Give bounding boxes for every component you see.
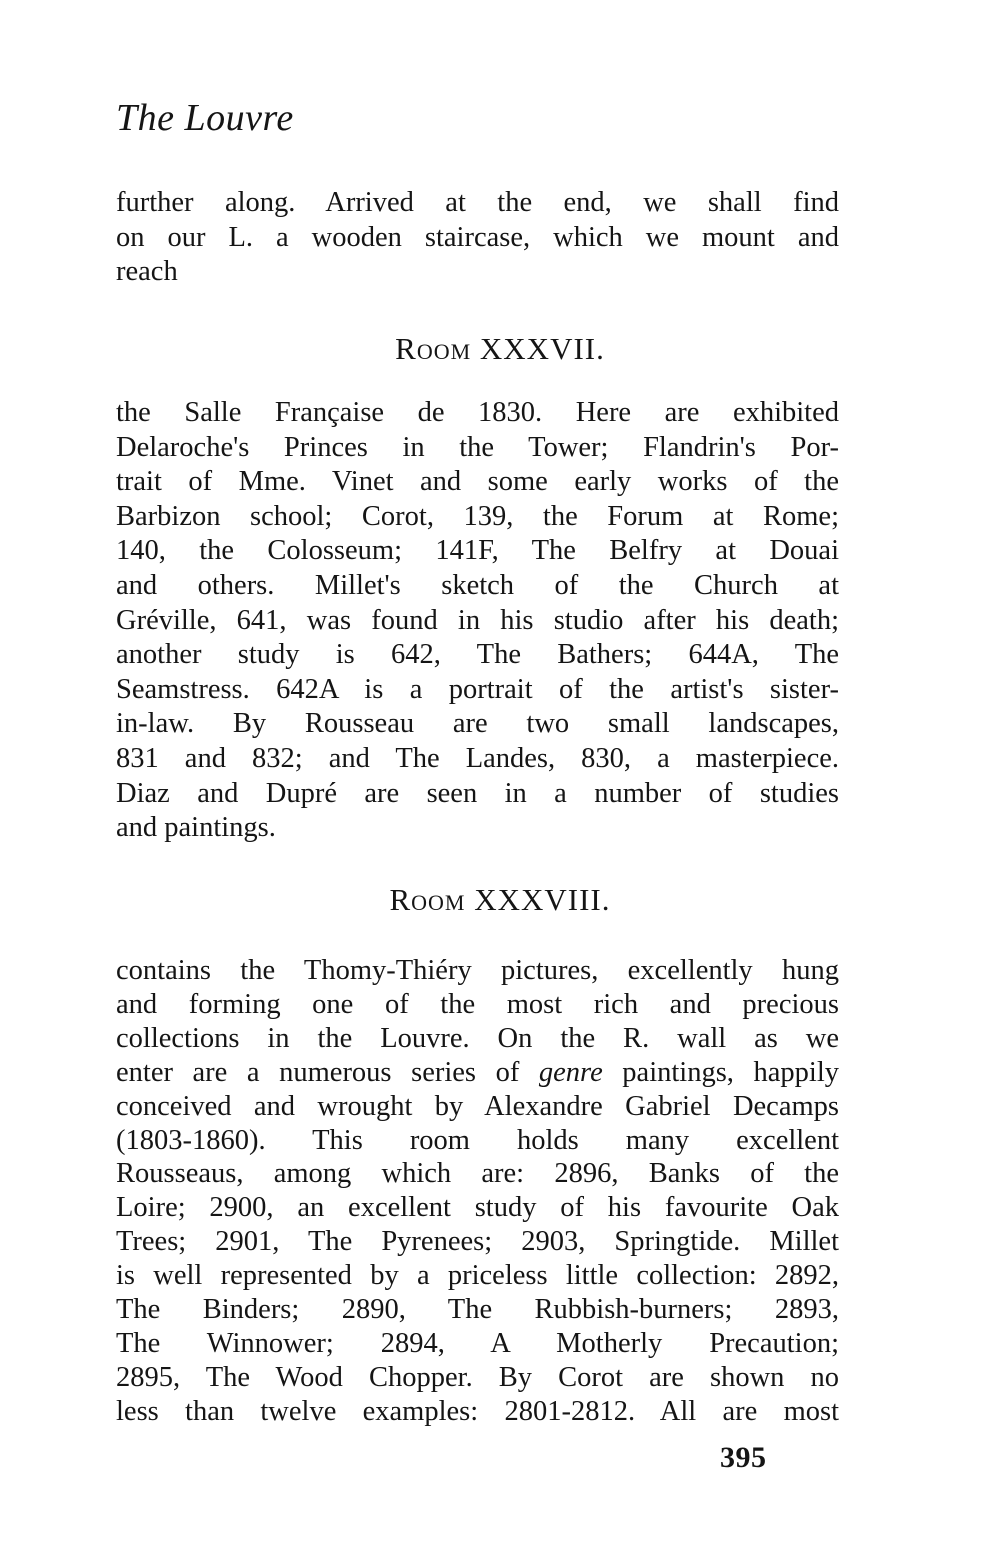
text-line: The Winnower; 2894, A Motherly Precaution; (116, 1327, 839, 1359)
text-line: Diaz and Dupré are seen in a number of studies (116, 777, 839, 809)
room-heading-text: Room XXXVIII. (389, 882, 611, 917)
text-line: Barbizon school; Corot, 139, the Forum at Rome; (116, 500, 839, 532)
text-line: (1803-1860). This room holds many excellent (116, 1124, 839, 1156)
text-line (116, 1056, 839, 1090)
text-line: Seamstress. 642A is a portrait of the artist's sister- (116, 673, 839, 705)
text-fragment: enter are a numerous series of (116, 1056, 539, 1088)
text-line: contains the Thomy-Thiéry pictures, excellently hung (116, 955, 839, 986)
text-line: conceived and wrought by Alexandre Gabriel Decamps (116, 1090, 839, 1122)
text-line: The Binders; 2890, The Rubbish-burners; 2893, (116, 1294, 839, 1326)
text-line: reach (116, 256, 178, 288)
text-line: collections in the Louvre. On the R. wall as we (116, 1022, 839, 1054)
room-heading-xxxviii (0, 880, 1000, 920)
text-line: and paintings. (116, 812, 276, 844)
text-line: 831 and 832; and The Landes, 830, a masterpiece. (116, 742, 839, 774)
text-fragment: paintings, happily (602, 1056, 839, 1088)
room-heading-xxxvii (0, 329, 1000, 369)
text-line: and forming one of the most rich and precious (116, 988, 839, 1020)
text-line: in-law. By Rousseau are two small landscapes, (116, 708, 839, 740)
text-line: Loire; 2900, an excellent study of his favourite Oak (116, 1192, 839, 1224)
italic-term: genre (538, 1056, 603, 1088)
text-line: and others. Millet's sketch of the Church at (116, 569, 839, 601)
text-line: the Salle Française de 1830. Here are exhibited (116, 397, 839, 428)
text-line: less than twelve examples: 2801-2812. All are most (116, 1395, 839, 1427)
paragraph-room-xxxvii (116, 396, 839, 846)
paragraph-intro (116, 186, 839, 290)
text-line: trait of Mme. Vinet and some early works of the (116, 466, 839, 498)
text-line: is well represented by a priceless little collection: 2892, (116, 1260, 839, 1292)
text-line: on our L. a wooden staircase, which we mount and (116, 221, 839, 253)
text-line: Rousseaus, among which are: 2896, Banks of the (116, 1158, 839, 1190)
paragraph-room-xxxviii (116, 954, 839, 1429)
text-line: 140, the Colosseum; 141F, The Belfry at Douai (116, 535, 839, 567)
text-line: Trees; 2901, The Pyrenees; 2903, Springtide. Millet (116, 1226, 839, 1258)
text-line: Gréville, 641, was found in his studio after his death; (116, 604, 839, 636)
text-line: further along. Arrived at the end, we shall find (116, 187, 839, 218)
running-head: The Louvre (116, 97, 294, 139)
room-heading-text: Room XXXVII. (395, 331, 605, 366)
page-number: 395 (720, 1441, 767, 1474)
text-line: 2895, The Wood Chopper. By Corot are shown no (116, 1361, 839, 1393)
text-line: another study is 642, The Bathers; 644A, The (116, 639, 839, 671)
text-line: Delaroche's Princes in the Tower; Flandrin's Por- (116, 431, 839, 463)
